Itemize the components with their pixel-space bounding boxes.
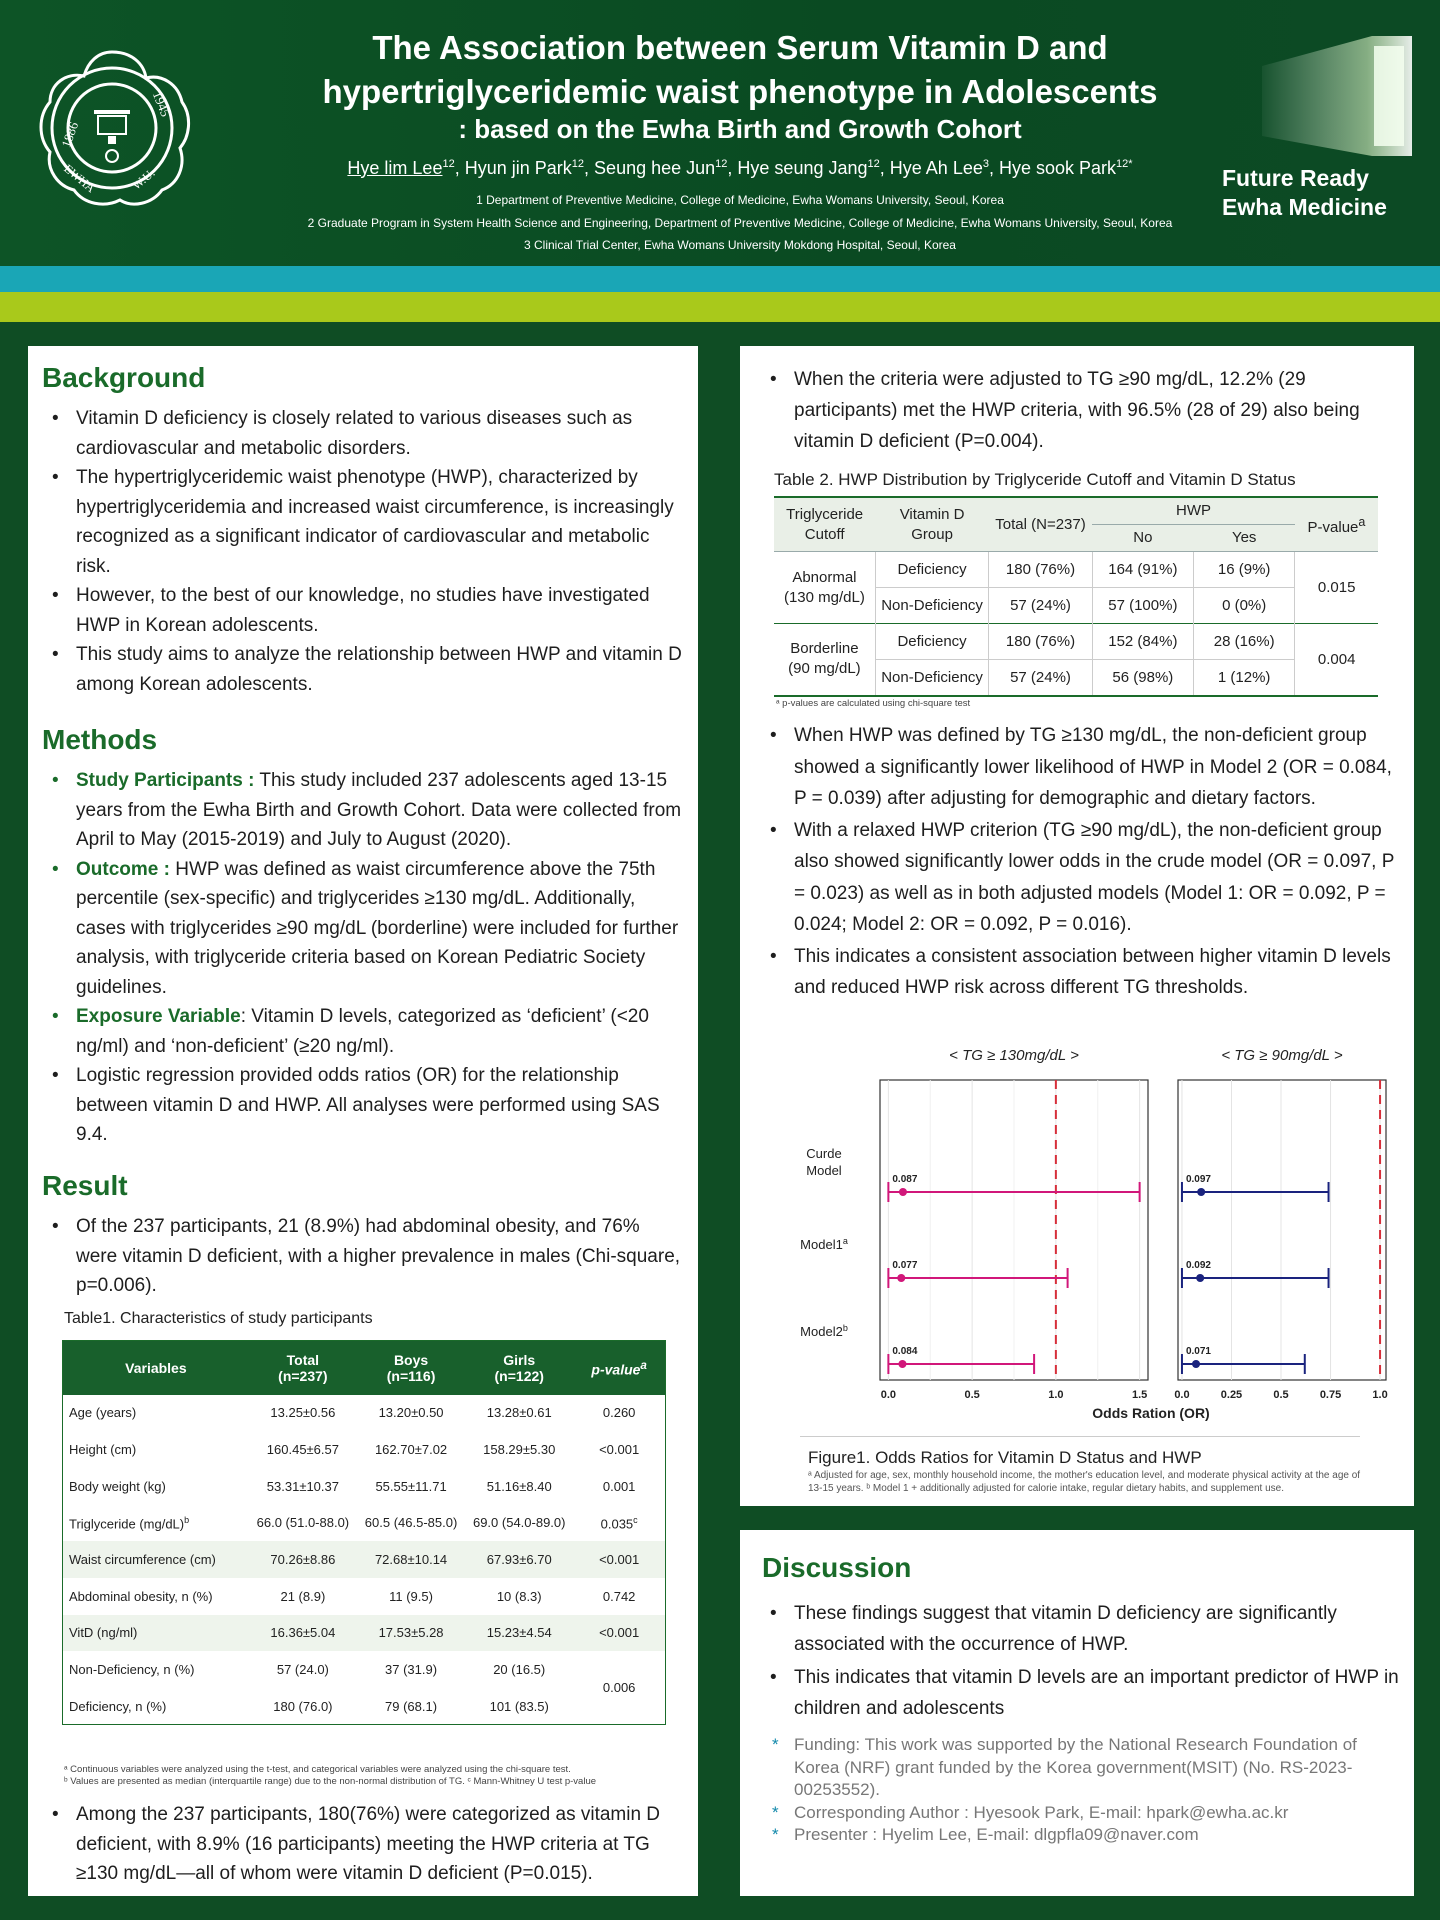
table2-cell-yes: 0 (0%) <box>1194 588 1295 624</box>
table1-header-pvalue-label: p-value <box>591 1361 641 1378</box>
table1-header-pvalue-sup: a <box>640 1358 647 1372</box>
table1-cell-boys <box>357 1651 465 1688</box>
result-list <box>42 1212 682 1301</box>
figure-note-2: ᵇ Model 1 + additionally adjusted for calorie intake, regular dietary habits, and supplement use. <box>866 1482 1285 1494</box>
table1-cell-variable-text: Body weight (kg) <box>69 1478 166 1494</box>
odds-ratio-point <box>1197 1188 1205 1196</box>
table1-cell-boys-text: 17.53±5.28 <box>378 1625 444 1641</box>
category-label-line: Model <box>806 1163 842 1178</box>
table1-footnote-2: ᵇ Values are presented as median (interquartile range) due to the non-normal distribution of TG. ᶜ Mann-Whitney U test p-value <box>64 1776 597 1787</box>
result-bullet-2: • Among the 237 participants, 180(76%) were categorized as vitamin D deficient, with 8.9% (16 participants) meeting the HWP criteria at TG ≥130 mg/dL—all of whom were vitamin D deficient (P=0.015). <box>42 1800 682 1889</box>
table1-cell-pvalue-text: 0.035 <box>600 1516 634 1532</box>
table2-cell-no: 57 (100%) <box>1092 588 1193 624</box>
background-list <box>42 404 682 699</box>
table1-row <box>63 1615 666 1652</box>
odds-ratio-label: 0.087 <box>892 1174 918 1185</box>
methods-text: This study included 237 adolescents aged 13-15 years from the Ewha Birth and Growth Cohort. Data were collected from April to May (2015-2019) and July to August (2020). <box>76 770 682 850</box>
table1-cell-girls-text: 69.0 (54.0-89.0) <box>472 1515 566 1531</box>
table1-cell-girls <box>465 1395 573 1432</box>
table2-footnote: ᵃ p-values are calculated using chi-square test <box>776 698 971 709</box>
table1-cell-variable <box>63 1688 249 1725</box>
discussion-bullet: • This indicates that vitamin D levels are an important predictor of HWP in children and adolescents <box>760 1662 1400 1724</box>
odds-ratio-label: 0.077 <box>892 1260 918 1271</box>
table2-cell-no: 56 (98%) <box>1092 660 1193 696</box>
table1-row <box>63 1505 666 1542</box>
poster-title <box>230 26 1250 114</box>
affiliation-3: 3 Clinical Trial Center, Ewha Womans University Mokdong Hospital, Seoul, Korea <box>524 238 956 252</box>
table2-header-pvalue-sup: a <box>1358 514 1366 529</box>
table1-cell-pvalue-text: <0.001 <box>599 1552 640 1568</box>
table1-header-boys-label: Boys <box>393 1351 429 1368</box>
left-panel <box>28 346 698 1896</box>
result-heading: Result <box>42 1170 128 1201</box>
author-name: Hyun jin Park <box>464 158 572 178</box>
table1-cell-total <box>249 1468 357 1505</box>
right-top-list <box>760 364 1400 457</box>
table1-cell-total-text: 16.36±5.04 <box>270 1625 336 1641</box>
table1-header-row <box>63 1341 666 1395</box>
x-tick-label: 1.0 <box>1048 1389 1064 1401</box>
table1-row <box>63 1651 666 1688</box>
table1-cell-total-text: 70.26±8.86 <box>270 1552 336 1568</box>
table2-cell-vd: Non-Deficiency <box>875 660 989 696</box>
table2-cell-yes: 28 (16%) <box>1194 624 1295 660</box>
result-list-2 <box>42 1800 682 1889</box>
table1-cell-girls-text: 15.23±4.54 <box>486 1625 552 1641</box>
odds-ratio-label: 0.092 <box>1185 1260 1211 1271</box>
methods-term: Exposure Variable <box>76 1006 241 1027</box>
table1-cell-total <box>249 1651 357 1688</box>
table1-cell-total-text: 180 (76.0) <box>273 1698 333 1714</box>
discussion-bullet: • These findings suggest that vitamin D deficiency are significantly associated with the occurrence of HWP. <box>760 1598 1400 1660</box>
table1-cell-variable <box>63 1431 249 1468</box>
table1-row <box>63 1431 666 1468</box>
table1-cell-total <box>249 1505 357 1542</box>
discussion-notes <box>760 1734 1390 1847</box>
table2-cell-vd: Deficiency <box>875 624 989 660</box>
author-name: Hye Ah Lee <box>889 158 983 178</box>
table1-cell-variable-text: Deficiency, n (%) <box>69 1698 167 1714</box>
figure-note-1: ᵃ Adjusted for age, sex, monthly household income, the mother's education level, and moderate physical activity at the age of 13-15 years. <box>808 1470 1361 1494</box>
table1-cell-total-text: 57 (24.0) <box>276 1662 329 1678</box>
table1-cell-variable <box>63 1468 249 1505</box>
table1-header-total <box>249 1341 357 1395</box>
author-affiliation-sup: 12 <box>571 158 585 170</box>
table1-cell-pvalue-text: 0.742 <box>602 1588 636 1604</box>
table1-header-girls <box>465 1341 573 1395</box>
table1-cell-pvalue <box>573 1541 665 1578</box>
figure-caption: Figure1. Odds Ratios for Vitamin D Status and HWP <box>808 1448 1202 1467</box>
x-axis-label: Odds Ration (OR) <box>1092 1405 1210 1421</box>
table2-cell-tg <box>774 552 875 624</box>
figure-divider <box>800 1436 1360 1437</box>
title-line-2: hypertriglyceridemic waist phenotype in Adolescents <box>322 73 1158 110</box>
table1-cell-variable-text: VitD (ng/ml) <box>69 1625 138 1641</box>
right-top-bullet: • When the criteria were adjusted to TG ≥90 mg/dL, 12.2% (29 participants) met the HWP criteria, with 96.5% (28 of 29) also being vitamin D deficient (P=0.004). <box>760 364 1400 457</box>
table1-body <box>63 1395 666 1725</box>
plot-frame <box>1178 1080 1386 1380</box>
methods-bullet <box>42 1061 682 1150</box>
right-mid-bullet: • This indicates a consistent association between higher vitamin D levels and reduced HWP risk across different TG thresholds. <box>760 941 1400 1004</box>
table1-cell-girls <box>465 1505 573 1542</box>
table2-header-no: No <box>1092 525 1193 552</box>
x-tick-label: 0.25 <box>1220 1389 1243 1401</box>
table1-cell-total-text: 21 (8.9) <box>280 1588 326 1604</box>
table2-cell-vd: Deficiency <box>875 552 989 588</box>
table1-cell-girls-text: 101 (83.5) <box>489 1698 549 1714</box>
table1-cell-total <box>249 1688 357 1725</box>
table1-cell-girls <box>465 1615 573 1652</box>
table2-cell-vd: Non-Deficiency <box>875 588 989 624</box>
table1-cell-girls-text: 158.29±5.30 <box>483 1442 556 1458</box>
methods-term: Study Participants : <box>76 770 255 791</box>
table1-cell-total-text: 53.31±10.37 <box>266 1478 339 1494</box>
table2-header-total: Total (N=237) <box>989 497 1092 552</box>
background-bullet: • The hypertriglyceridemic waist phenotype (HWP), characterized by hypertriglyceridemia and increased waist circumference, is increasingly recognized as a significant indicator of cardiovascular and metabolic risk. <box>42 463 682 581</box>
x-tick-label: 1.5 <box>1131 1389 1148 1401</box>
table1-cell-variable-text: Triglyceride (mg/dL) <box>69 1516 185 1532</box>
author-list: Hye lim Lee$^{12}$, Hyun jin Park$^{12}$, Seung hee Jun$^{12}$, Hye seung Jang$^{12}$, Hye Ah Lee$^3$, Hye sook Park$^{12*}$ <box>347 158 1133 178</box>
x-tick-label: 0.5 <box>1273 1389 1289 1401</box>
affiliation-2: 2 Graduate Program in System Health Science and Engineering, Department of Preventive Medicine, College of Medicine, Ewha Womans University, Seoul, Korea <box>307 216 1173 230</box>
table1-cell-boys-text: 72.68±10.14 <box>374 1552 448 1568</box>
table1-row <box>63 1468 666 1505</box>
table1-cell-boys <box>357 1541 465 1578</box>
table2-header-vd: Vitamin D Group <box>875 497 989 552</box>
table1-cell-pvalue <box>573 1468 665 1505</box>
table1-cell-boys-text: 13.20±0.50 <box>378 1405 444 1421</box>
table2-header-yes: Yes <box>1194 525 1295 552</box>
corresponding-author-note: * Corresponding Author : Hyesook Park, E-mail: hpark@ewha.ac.kr <box>760 1802 1390 1825</box>
table1-cell-variable <box>63 1395 249 1432</box>
table2-body <box>774 552 1378 696</box>
title-line-1: The Association between Serum Vitamin D and <box>372 29 1108 66</box>
brand-slogan <box>1222 164 1387 222</box>
table2-header-hwp: HWP <box>1092 497 1295 525</box>
methods-bullet <box>42 766 682 855</box>
table1-cell-variable <box>63 1615 249 1652</box>
table2-caption: Table 2. HWP Distribution by Triglyceride Cutoff and Vitamin D Status <box>774 470 1296 489</box>
table1-cell-variable-text: Abdominal obesity, n (%) <box>69 1588 213 1604</box>
table1-header-total-n: (n=237) <box>278 1367 328 1384</box>
table1-cell-pvalue <box>573 1505 665 1542</box>
table1-caption: Table1. Characteristics of study participants <box>64 1310 373 1327</box>
right-mid-list <box>760 720 1400 1004</box>
table1-cell-total <box>249 1578 357 1615</box>
table1-cell-variable-text: Waist circumference (cm) <box>69 1552 216 1568</box>
author-name: Hye lim Lee <box>347 158 443 178</box>
background-bullet: • Vitamin D deficiency is closely related to various diseases such as cardiovascular and metabolic disorders. <box>42 404 682 463</box>
table1-cell-boys-text: 79 (68.1) <box>385 1698 438 1714</box>
table1-cell-girls <box>465 1431 573 1468</box>
right-mid-bullet: • With a relaxed HWP criterion (TG ≥90 mg/dL), the non-deficient group also showed significantly lower odds in the crude model (OR = 0.097, P = 0.023) as well as in both adjusted models (Model 1: OR = 0.092, P = 0.024; Model 2: OR = 0.092, P = 0.016). <box>760 815 1400 941</box>
table2-header-pvalue-label: P-value <box>1307 518 1359 536</box>
table1-cell-boys <box>357 1431 465 1468</box>
odds-ratio-label: 0.071 <box>1185 1346 1211 1357</box>
right-mid-bullet: • When HWP was defined by TG ≥130 mg/dL, the non-deficient group showed a significantly lower likelihood of HWP in Model 2 (OR = 0.084, P = 0.039) after adjusting for demographic and dietary factors. <box>760 720 1400 815</box>
table1-cell-girls <box>465 1651 573 1688</box>
table1-cell-girls-text: 51.16±8.40 <box>486 1478 552 1494</box>
figure-panel-title: < TG ≥ 90mg/dL > <box>1221 1047 1343 1064</box>
logo-text-left: EWHA <box>61 161 98 196</box>
author-affiliation-sup: 3 <box>982 158 989 170</box>
table1-cell-pvalue-text: 0.006 <box>602 1680 636 1696</box>
table1-cell-total-text: 66.0 (51.0-88.0) <box>256 1515 350 1531</box>
table1-cell-total-text: 13.25±0.56 <box>270 1405 336 1421</box>
table2-cell-pvalue: 0.015 <box>1295 552 1378 624</box>
table1-cell-girls-text: 20 (16.5) <box>493 1662 546 1678</box>
odds-ratio-point <box>1192 1360 1200 1368</box>
table1-footnotes <box>64 1764 684 1788</box>
table1-header-variables: Variables <box>63 1341 249 1395</box>
category-label-line: Curde <box>806 1146 842 1161</box>
table1-cell-variable <box>63 1505 249 1542</box>
light-beam-graphic <box>1262 36 1412 156</box>
table2-header-row-1 <box>774 497 1378 525</box>
table1-cell-variable <box>63 1541 249 1578</box>
affiliation-1: 1 Department of Preventive Medicine, College of Medicine, Ewha Womans University, Seoul, Korea <box>476 193 1004 207</box>
table1-cell-girls <box>465 1468 573 1505</box>
methods-bullet <box>42 855 682 1003</box>
odds-ratio-label: 0.084 <box>892 1346 918 1357</box>
table2-cell-no: 164 (91%) <box>1092 552 1193 588</box>
table1-header-pvalue <box>573 1341 665 1395</box>
table2-cell-total: 180 (76%) <box>989 624 1092 660</box>
table1-cell-boys <box>357 1468 465 1505</box>
presenter-note: * Presenter : Hyelim Lee, E-mail: dlgpfla09@naver.com <box>760 1824 1390 1847</box>
brand-line-2: Ewha Medicine <box>1222 194 1387 220</box>
author-affiliation-sup: 12 <box>715 158 728 170</box>
odds-ratio-point <box>898 1360 906 1368</box>
category-label-sup: a <box>842 1236 848 1246</box>
discussion-heading: Discussion <box>762 1552 912 1583</box>
figure-notes <box>808 1470 1368 1495</box>
table1-cell-pvalue-text: 0.001 <box>602 1478 636 1494</box>
table2-cell-total: 180 (76%) <box>989 552 1092 588</box>
table1-cell-boys <box>357 1505 465 1542</box>
odds-ratio-figure <box>760 1046 1400 1426</box>
table1-header-boys <box>357 1341 465 1395</box>
author-affiliation-sup: 12* <box>1116 158 1133 170</box>
table1-cell-girls-text: 10 (8.3) <box>496 1588 542 1604</box>
table2-cell-pvalue: 0.004 <box>1295 624 1378 696</box>
table1-cell-pvalue-text: <0.001 <box>599 1442 640 1458</box>
category-label <box>806 1146 842 1178</box>
author-name: Hye sook Park <box>999 158 1117 178</box>
table1-cell-variable <box>63 1578 249 1615</box>
background-bullet: • This study aims to analyze the relationship between HWP and vitamin D among Korean adolescents. <box>42 640 682 699</box>
table1-row <box>63 1578 666 1615</box>
table1-cell-boys <box>357 1395 465 1432</box>
table1-row <box>63 1395 666 1432</box>
x-tick-label: 1.0 <box>1372 1389 1388 1401</box>
odds-ratio-point <box>1196 1274 1204 1282</box>
funding-note: * Funding: This work was supported by the National Research Foundation of Korea (NRF) grant funded by the Korea government(MSIT) (No. RS-2023-00253552). <box>760 1734 1390 1802</box>
x-tick-label: 0.75 <box>1319 1389 1342 1401</box>
table1-cell-total <box>249 1395 357 1432</box>
category-label-sup: b <box>842 1323 848 1333</box>
table1-cell-girls <box>465 1541 573 1578</box>
table1-cell-girls-text: 13.28±0.61 <box>486 1405 552 1421</box>
methods-list <box>42 766 682 1150</box>
table1-cell-total <box>249 1615 357 1652</box>
table2 <box>774 496 1378 697</box>
methods-term: Outcome : <box>76 858 170 880</box>
lime-stripe <box>0 292 1440 322</box>
figure-panel-title: < TG ≥ 130mg/dL > <box>949 1047 1079 1064</box>
table1-cell-pvalue <box>573 1395 665 1432</box>
methods-text: : Vitamin D levels, categorized as ‘deficient’ (<20 ng/ml) and ‘non-deficient’ (≥20 ng/ml). <box>76 1006 649 1057</box>
brand-line-1: Future Ready <box>1222 165 1369 191</box>
discussion-panel <box>740 1530 1414 1896</box>
author-name: Hye seung Jang <box>737 158 868 178</box>
poster-subtitle: : based on the Ewha Birth and Growth Cohort <box>458 114 1022 144</box>
table1-cell-total <box>249 1541 357 1578</box>
logo-year-right: 1945 <box>149 89 174 119</box>
table1-cell-pvalue <box>573 1651 665 1724</box>
table2-cell-no: 152 (84%) <box>1092 624 1193 660</box>
table1-cell-girls <box>465 1688 573 1725</box>
x-tick-label: 0.0 <box>1174 1389 1190 1401</box>
table1-cell-girls <box>465 1578 573 1615</box>
x-tick-label: 0.5 <box>964 1389 980 1401</box>
poster-header <box>0 0 1440 266</box>
table1-cell-boys-text: 11 (9.5) <box>389 1588 433 1604</box>
table1-cell-girls-text: 67.93±6.70 <box>486 1552 552 1568</box>
author-name: Seung hee Jun <box>594 158 716 178</box>
table1-cell-boys-text: 37 (31.9) <box>385 1662 438 1678</box>
table2-tg-cutoff: (130 mg/dL) <box>783 588 865 606</box>
odds-ratio-label: 0.097 <box>1185 1174 1211 1185</box>
table2-row <box>774 624 1378 660</box>
table2-tg-cutoff: (90 mg/dL) <box>788 660 861 678</box>
author-affiliation-sup: 12 <box>442 158 455 170</box>
discussion-list <box>760 1598 1400 1724</box>
table1-header-girls-n: (n=122) <box>494 1367 544 1384</box>
methods-text: Logistic regression provided odds ratios (OR) for the relationship between vitamin D and HWP. All analyses were performed using SAS 9.4. <box>76 1065 660 1145</box>
table2-cell-total: 57 (24%) <box>989 588 1092 624</box>
table1-cell-pvalue-text: 0.260 <box>602 1405 636 1421</box>
table1-variable-sup: b <box>184 1514 190 1525</box>
odds-ratio-point <box>899 1188 907 1196</box>
table2-cell-tg <box>774 624 875 696</box>
table1-header-total-label: Total <box>286 1351 320 1368</box>
ewha-seal-logo <box>28 44 196 212</box>
background-heading: Background <box>42 362 206 393</box>
author-affiliation-sup: 12 <box>867 158 880 170</box>
table2-cell-yes: 1 (12%) <box>1194 660 1295 696</box>
table2-cell-total: 57 (24%) <box>989 660 1092 696</box>
table2-row <box>774 552 1378 588</box>
odds-ratio-point <box>897 1274 905 1282</box>
logo-year-left: 1886 <box>58 119 82 150</box>
table1-cell-total <box>249 1431 357 1468</box>
result-bullet-1: • Of the 237 participants, 21 (8.9%) had abdominal obesity, and 76% were vitamin D deficient, with a higher prevalence in males (Chi-square, p=0.006). <box>42 1212 682 1301</box>
table1-cell-variable-text: Non-Deficiency, n (%) <box>69 1662 195 1678</box>
table2-header-tg: Triglyceride Cutoff <box>774 497 875 552</box>
category-label: Model2$^b$ <box>800 1323 848 1339</box>
table1-row <box>63 1541 666 1578</box>
table1-cell-boys <box>357 1578 465 1615</box>
table2-header-pvalue <box>1295 497 1378 552</box>
x-tick-label: 0.0 <box>880 1389 897 1401</box>
background-bullet: • However, to the best of our knowledge, no studies have investigated HWP in Korean adolescents. <box>42 581 682 640</box>
category-label: Model1$^a$ <box>800 1236 848 1252</box>
table1-pvalue-sup: c <box>633 1514 638 1525</box>
methods-text: HWP was defined as waist circumference above the 75th percentile (sex-specific) and triglycerides ≥130 mg/dL. Additionally, cases with triglycerides ≥90 mg/dL (borderline) were included for further analysis, with triglyceride criteria based on Korean Pediatric Society guidelines. <box>76 858 679 998</box>
table1 <box>62 1340 666 1725</box>
table1-header-girls-label: Girls <box>503 1351 536 1368</box>
table1-cell-total-text: 160.45±6.57 <box>266 1442 339 1458</box>
logo-text-right: W.U. <box>129 165 158 193</box>
table1-cell-boys-text: 55.55±11.71 <box>375 1478 447 1494</box>
table1-cell-boys-text: 162.70±7.02 <box>374 1442 448 1458</box>
table1-footnote-1: ᵃ Continuous variables were analyzed using the t-test, and categorical variables were analyzed using the chi-square test. <box>64 1764 571 1775</box>
table1-cell-pvalue <box>573 1431 665 1468</box>
teal-stripe <box>0 266 1440 292</box>
table1-cell-pvalue <box>573 1615 665 1652</box>
table1-header-boys-n: (n=116) <box>386 1367 436 1384</box>
table1-cell-variable <box>63 1651 249 1688</box>
right-panel <box>740 346 1414 1506</box>
methods-bullet <box>42 1002 682 1061</box>
table2-cell-yes: 16 (9%) <box>1194 552 1295 588</box>
table1-cell-pvalue <box>573 1578 665 1615</box>
methods-heading: Methods <box>42 724 158 755</box>
table1-cell-boys <box>357 1688 465 1725</box>
table1-cell-variable-text: Age (years) <box>69 1405 137 1421</box>
table1-cell-boys <box>357 1615 465 1652</box>
table1-cell-variable-text: Height (cm) <box>69 1442 137 1458</box>
table1-cell-boys-text: 60.5 (46.5-85.0) <box>364 1515 458 1531</box>
table1-cell-pvalue-text: <0.001 <box>599 1625 640 1641</box>
table2-tg-label: Abnormal <box>792 568 857 586</box>
table2-tg-label: Borderline <box>790 640 859 658</box>
